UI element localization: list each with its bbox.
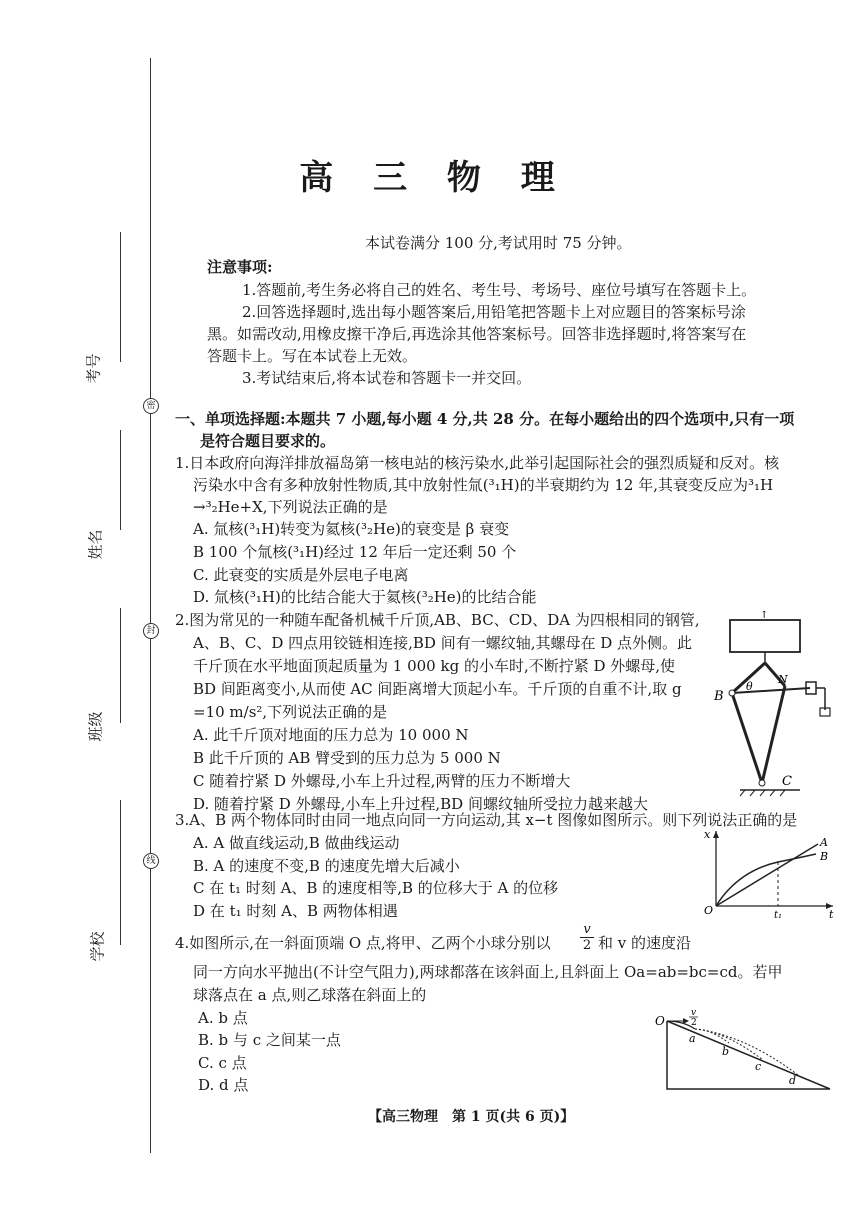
q3-option-b: B. A 的速度不变,B 的速度先增大后减小: [193, 857, 460, 875]
label-t: ↑: [760, 610, 769, 621]
point-c: c: [755, 1060, 762, 1073]
q4-option-b: B. b 与 c 之间某一点: [198, 1031, 341, 1049]
q3-option-c: C 在 t₁ 时刻 A、B 的速度相等,B 的位移大于 A 的位移: [193, 879, 559, 897]
y-axis-label: x: [704, 828, 711, 841]
point-O: O: [655, 1014, 665, 1028]
seal-mark-2: 封: [143, 623, 159, 639]
velocity-num: v: [691, 1008, 697, 1018]
q1-option-a: A. 氚核(³₁H)转变为氦核(³₂He)的衰变是 β 衰变: [193, 520, 510, 538]
q2-option-c: C 随着拧紧 D 外螺母,小车上升过程,两臂的压力不断增大: [193, 772, 571, 790]
q2-stem: =10 m/s²,下列说法正确的是: [193, 703, 388, 721]
q4-stem: 4.如图所示,在一斜面顶端 O 点,将甲、乙两个小球分别以: [175, 934, 551, 952]
page-footer: 【高三物理 第 1 页(共 6 页)】: [368, 1109, 575, 1125]
q4-fraction: [580, 922, 594, 953]
q1-stem: 1.日本政府向海洋排放福岛第一核电站的核污染水,此举引起国际社会的强烈质疑和反对。核: [175, 454, 780, 472]
point-d: d: [789, 1074, 797, 1087]
name-label: 姓名: [86, 529, 105, 560]
notice-line: 黑。如需改动,用橡皮擦干净后,再选涂其他答案标号。回答非选择题时,将答案写在: [207, 325, 747, 343]
fraction-numerator: v: [580, 922, 594, 938]
tick-t1: t₁: [774, 910, 783, 921]
q1-option-c: C. 此衰变的实质是外层电子电离: [193, 566, 409, 584]
seal-mark-3: 线: [143, 853, 159, 869]
class-label: 班级: [86, 711, 105, 742]
point-b: b: [722, 1045, 730, 1058]
q2-option-a: A. 此千斤顶对地面的压力总为 10 000 N: [193, 726, 469, 744]
point-a: a: [689, 1032, 696, 1045]
section-heading-cont: 是符合题目要求的。: [200, 432, 336, 450]
q2-option-d: D. 随着拧紧 D 外螺母,小车上升过程,BD 间螺纹轴所受拉力越来越大: [193, 795, 648, 813]
q2-stem: 2.图为常见的一种随车配备机械千斤顶,AB、BC、CD、DA 为四根相同的钢管,: [175, 611, 700, 629]
label-C: C: [782, 774, 792, 789]
notice-line: 2.回答选择题时,选出每小题答案后,用铅笔把答题卡上对应题目的答案标号涂: [242, 303, 746, 321]
series-B-label: B: [820, 850, 829, 863]
car-block: [730, 620, 800, 652]
q3-stem: 3.A、B 两个物体同时由同一地点向同一方向运动,其 x−t 图像如图所示。则下列说法正确的是: [175, 811, 798, 829]
q4-stem: 同一方向水平抛出(不计空气阻力),两球都落在该斜面上,且斜面上 Oa=ab=bc=cd。若甲: [193, 963, 783, 981]
label-N: N: [778, 673, 788, 686]
q4-stem-cont: 和 v 的速度沿: [598, 934, 692, 952]
xt-graph: [698, 826, 838, 926]
fraction-denominator: 2: [582, 938, 592, 953]
notice-line: 答题卡上。写在本试卷上无效。: [207, 347, 418, 365]
q3-option-a: A. A 做直线运动,B 做曲线运动: [193, 834, 400, 852]
notice-line: 3.考试结束后,将本试卷和答题卡一并交回。: [242, 369, 532, 387]
class-rule: [120, 608, 121, 723]
x-axis-label: t: [829, 908, 834, 921]
page-title: 高 三 物 理: [299, 158, 569, 198]
notice-heading: 注意事项:: [207, 258, 273, 276]
label-theta: θ: [746, 680, 753, 693]
q1-stem: 污染水中含有多种放射性物质,其中放射性氚(³₁H)的半衰期约为 12 年,其衰变反应为³₁H: [193, 476, 774, 494]
seal-mark: 密: [143, 398, 159, 414]
school-rule: [120, 800, 121, 945]
notice-line: 1.答题前,考生务必将自己的姓名、考生号、考场号、座位号填写在答题卡上。: [242, 281, 757, 299]
q2-stem: 千斤顶在水平地面顶起质量为 1 000 kg 的小车时,不断拧紧 D 外螺母,使: [193, 657, 676, 675]
velocity-den: 2: [691, 1018, 697, 1028]
q4-stem: 球落点在 a 点,则乙球落在斜面上的: [193, 986, 427, 1004]
school-label: 学校: [88, 931, 107, 962]
q3-option-d: D 在 t₁ 时刻 A、B 两物体相遇: [193, 902, 398, 920]
q1-option-b: B 100 个氚核(³₁H)经过 12 年后一定还剩 50 个: [193, 543, 517, 561]
q4-option-d: D. d 点: [198, 1076, 249, 1094]
binding-line: [150, 58, 151, 1153]
exam-subtitle: 本试卷满分 100 分,考试用时 75 分钟。: [365, 234, 632, 252]
q1-stem: →³₂He+X,下列说法正确的是: [193, 498, 388, 516]
origin-label: O: [704, 904, 714, 917]
incline-figure: [655, 1005, 835, 1095]
q2-option-b: B 此千斤顶的 AB 臂受到的压力总为 5 000 N: [193, 749, 501, 767]
series-B-curve: [716, 854, 816, 906]
q4-option-c: C. c 点: [198, 1054, 247, 1072]
q4-option-a: A. b 点: [198, 1009, 248, 1027]
jack-figure: [710, 608, 835, 808]
series-A-line: [716, 844, 818, 906]
series-A-label: A: [820, 836, 828, 849]
name-rule: [120, 430, 121, 530]
q2-stem: BD 间距离变小,从而使 AC 间距离增大顶起小车。千斤顶的自重不计,取 g: [193, 680, 682, 698]
section-heading: 一、单项选择题:本题共 7 小题,每小题 4 分,共 28 分。在每小题给出的四个选项中,只有一项: [175, 410, 795, 428]
label-B: B: [714, 689, 724, 704]
q1-option-d: D. 氚核(³₁H)的比结合能大于氦核(³₂He)的比结合能: [193, 588, 537, 606]
exam-no-label: 考号: [84, 353, 103, 384]
q2-stem: A、B、C、D 四点用铰链相连接,BD 间有一螺纹轴,其螺母在 D 点外侧。此: [193, 634, 693, 652]
exam-no-rule: [120, 232, 121, 362]
